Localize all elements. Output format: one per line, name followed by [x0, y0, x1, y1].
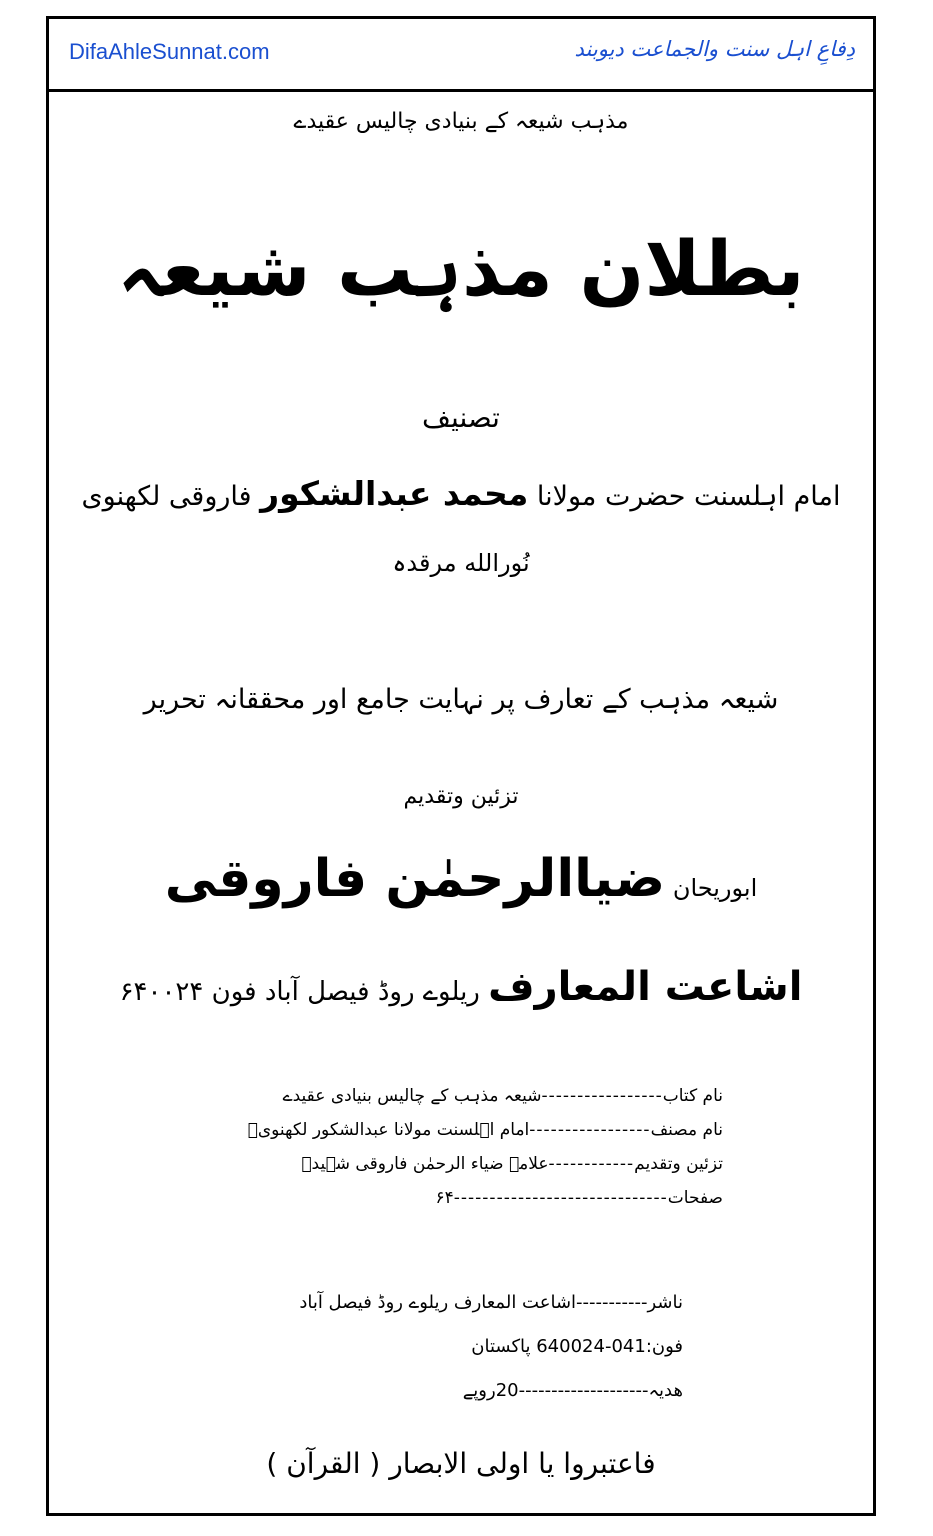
authorship-label: تصنیف: [422, 401, 500, 434]
publisher-name: اشاعت المعارف: [488, 964, 803, 1010]
detail-label: نام کتاب: [662, 1086, 723, 1106]
book-details-table: [163, 1079, 723, 1215]
editor-line: [49, 849, 873, 909]
book-subtitle: مذہب شیعہ کے بنیادی چالیس عقیدے: [293, 109, 629, 134]
site-url-link[interactable]: DifaAhleSunnat.com: [69, 39, 270, 64]
author-honorific: نُورالله مرقدہ: [392, 549, 530, 577]
detail-dashes: ------------------------------: [453, 1188, 668, 1208]
detail-label: نام مصنف: [650, 1120, 723, 1140]
editor-label: تزئین وتقدیم: [403, 784, 519, 809]
publisher-row: [163, 1281, 683, 1325]
author-name: محمد عبدالشکور: [260, 474, 529, 513]
page-border: [46, 16, 876, 1516]
price-value: 20روپے: [462, 1380, 519, 1401]
detail-dashes: ------------: [548, 1154, 635, 1174]
detail-row: [163, 1181, 723, 1215]
book-description: شیعہ مذہب کے تعارف پر نہایت جامع اور محققانہ تحریر: [143, 684, 779, 715]
site-slogan: دِفاعِ اہل سنت والجماعت دیوبند: [574, 37, 855, 61]
author-line: [49, 474, 873, 513]
detail-dashes: -----------------: [529, 1120, 651, 1140]
editor-name: ضیاالرحمٰن فاروقی: [164, 849, 666, 909]
publisher-label: ناشر: [647, 1292, 683, 1313]
author-suffix: فاروقی لکھنوی: [81, 481, 252, 512]
publisher-address: ریلوے روڈ فیصل آباد فون ۶۴۰۰۲۴: [119, 977, 480, 1007]
publisher-line: [49, 964, 873, 1010]
price-dashes: --------------------: [518, 1380, 649, 1401]
detail-value: ۶۴: [435, 1188, 454, 1208]
detail-dashes: -----------------: [541, 1086, 663, 1106]
detail-row: [163, 1147, 723, 1181]
book-title: بطلان مذہب شیعہ: [117, 224, 805, 313]
publisher-dashes: -----------: [576, 1292, 648, 1313]
editor-prefix: ابوریحان: [672, 874, 758, 902]
detail-label: صفحات: [667, 1188, 723, 1208]
price-label: ھدیہ: [648, 1380, 683, 1401]
detail-row: [163, 1079, 723, 1113]
detail-label: تزئین وتقدیم: [634, 1154, 723, 1174]
detail-value: علامہ ضیاء الرحمٰن فاروقی شہیدؒ: [301, 1154, 549, 1174]
price-row: [163, 1369, 683, 1413]
publisher-value: اشاعت المعارف ریلوے روڈ فیصل آباد: [299, 1292, 577, 1313]
phone-text: فون:041-640024 پاکستان: [471, 1336, 683, 1357]
detail-value: شیعہ مذہب کے چالیس بنیادی عقیدے: [282, 1086, 542, 1106]
author-prefix: امام اہلسنت حضرت مولانا: [536, 481, 841, 512]
detail-value: امام اہلسنت مولانا عبدالشکور لکھنویؒ: [247, 1120, 530, 1140]
publication-info: [163, 1281, 683, 1413]
detail-row: [163, 1113, 723, 1147]
quran-verse: فاعتبروا یا اولی الابصار ( القرآن ): [266, 1447, 656, 1480]
phone-row: [163, 1325, 683, 1369]
site-header: [49, 19, 873, 92]
